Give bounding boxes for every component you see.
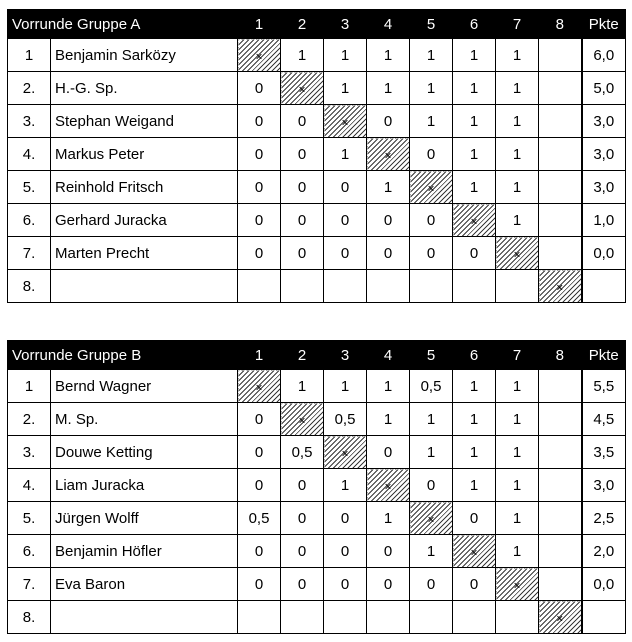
result-cell: 1 xyxy=(410,535,453,568)
table-row xyxy=(8,370,626,403)
cross-icon: × xyxy=(513,578,521,593)
rank-cell: 1 xyxy=(8,370,51,403)
group-a-table-container xyxy=(7,9,625,303)
player-name-cell: Benjamin Sarközy xyxy=(51,39,238,72)
result-cell: 0 xyxy=(281,138,324,171)
rank-cell: 4. xyxy=(8,469,51,502)
column-header: 4 xyxy=(367,341,410,370)
result-cell: 1 xyxy=(324,72,367,105)
table-row xyxy=(8,39,626,72)
header-row xyxy=(8,10,626,39)
result-cell: 1 xyxy=(324,138,367,171)
player-name-cell: Reinhold Fritsch xyxy=(51,171,238,204)
result-cell xyxy=(496,270,539,303)
cross-icon: × xyxy=(470,545,478,560)
result-cell: 1 xyxy=(496,72,539,105)
rank-cell: 2. xyxy=(8,403,51,436)
player-name-cell: Liam Juracka xyxy=(51,469,238,502)
result-cell: 1 xyxy=(324,469,367,502)
rank-cell: 5. xyxy=(8,502,51,535)
group-title: Vorrunde Gruppe B xyxy=(8,341,238,370)
points-cell: 1,0 xyxy=(582,204,626,237)
result-cell xyxy=(539,436,582,469)
column-header: 7 xyxy=(496,10,539,39)
points-cell: 3,5 xyxy=(582,436,626,469)
player-name-cell: Jürgen Wolff xyxy=(51,502,238,535)
column-header: 1 xyxy=(238,10,281,39)
result-cell: 0 xyxy=(453,237,496,270)
column-header: 3 xyxy=(324,10,367,39)
result-cell: 1 xyxy=(410,403,453,436)
result-cell xyxy=(539,502,582,535)
result-cell: 0 xyxy=(281,171,324,204)
table-row xyxy=(8,270,626,303)
group-table xyxy=(7,9,626,303)
result-cell: 1 xyxy=(453,469,496,502)
rank-cell: 3. xyxy=(8,105,51,138)
self-match-cell xyxy=(281,403,324,436)
result-cell: 0,5 xyxy=(410,370,453,403)
result-cell: 0 xyxy=(410,237,453,270)
table-row xyxy=(8,502,626,535)
result-cell xyxy=(281,601,324,634)
cross-icon: × xyxy=(384,148,392,163)
table-row xyxy=(8,138,626,171)
result-cell: 1 xyxy=(410,72,453,105)
result-cell: 1 xyxy=(496,370,539,403)
result-cell xyxy=(453,601,496,634)
column-header: 7 xyxy=(496,341,539,370)
result-cell: 0,5 xyxy=(324,403,367,436)
result-cell: 0 xyxy=(324,171,367,204)
result-cell xyxy=(238,601,281,634)
result-cell: 0 xyxy=(238,568,281,601)
result-cell: 0 xyxy=(324,502,367,535)
result-cell: 0 xyxy=(238,436,281,469)
column-header: 8 xyxy=(539,10,582,39)
result-cell xyxy=(324,601,367,634)
result-cell: 0 xyxy=(281,105,324,138)
result-cell: 1 xyxy=(453,403,496,436)
result-cell xyxy=(367,601,410,634)
result-cell xyxy=(539,237,582,270)
points-cell xyxy=(582,601,626,634)
result-cell: 0 xyxy=(281,237,324,270)
result-cell: 1 xyxy=(281,370,324,403)
column-header: 6 xyxy=(453,341,496,370)
points-cell: 2,0 xyxy=(582,535,626,568)
player-name-cell: Marten Precht xyxy=(51,237,238,270)
result-cell: 1 xyxy=(496,535,539,568)
points-cell xyxy=(582,270,626,303)
self-match-cell xyxy=(496,237,539,270)
result-cell: 0 xyxy=(238,535,281,568)
self-match-cell xyxy=(539,270,582,303)
result-cell: 1 xyxy=(496,138,539,171)
result-cell: 0 xyxy=(453,568,496,601)
points-cell: 0,0 xyxy=(582,568,626,601)
self-match-cell xyxy=(367,138,410,171)
self-match-cell xyxy=(453,535,496,568)
result-cell xyxy=(410,270,453,303)
rank-cell: 2. xyxy=(8,72,51,105)
result-cell: 0 xyxy=(367,105,410,138)
points-cell: 3,0 xyxy=(582,138,626,171)
result-cell: 0 xyxy=(367,568,410,601)
result-cell: 1 xyxy=(367,403,410,436)
result-cell: 0 xyxy=(238,469,281,502)
result-cell: 1 xyxy=(496,39,539,72)
rank-cell: 8. xyxy=(8,270,51,303)
player-name-cell: Stephan Weigand xyxy=(51,105,238,138)
result-cell: 1 xyxy=(324,370,367,403)
result-cell: 0 xyxy=(410,469,453,502)
cross-icon: × xyxy=(427,181,435,196)
result-cell: 1 xyxy=(410,436,453,469)
result-cell: 1 xyxy=(410,39,453,72)
column-header: 1 xyxy=(238,341,281,370)
result-cell xyxy=(539,105,582,138)
cross-icon: × xyxy=(255,380,263,395)
player-name-cell xyxy=(51,270,238,303)
result-cell: 0 xyxy=(410,204,453,237)
column-header: 5 xyxy=(410,10,453,39)
result-cell: 0 xyxy=(324,237,367,270)
player-name-cell: M. Sp. xyxy=(51,403,238,436)
player-name-cell: Douwe Ketting xyxy=(51,436,238,469)
result-cell: 0 xyxy=(367,237,410,270)
result-cell xyxy=(539,568,582,601)
result-cell: 0 xyxy=(281,204,324,237)
column-header: 4 xyxy=(367,10,410,39)
result-cell: 0 xyxy=(238,204,281,237)
cross-icon: × xyxy=(341,446,349,461)
result-cell: 1 xyxy=(496,171,539,204)
self-match-cell xyxy=(453,204,496,237)
column-header: 2 xyxy=(281,341,324,370)
result-cell xyxy=(453,270,496,303)
result-cell: 1 xyxy=(496,403,539,436)
rank-cell: 1 xyxy=(8,39,51,72)
result-cell: 1 xyxy=(367,370,410,403)
cross-icon: × xyxy=(255,49,263,64)
table-row xyxy=(8,568,626,601)
result-cell xyxy=(281,270,324,303)
result-cell xyxy=(539,370,582,403)
group-table xyxy=(7,340,626,634)
result-cell: 1 xyxy=(496,502,539,535)
self-match-cell xyxy=(281,72,324,105)
rank-cell: 5. xyxy=(8,171,51,204)
cross-icon: × xyxy=(513,247,521,262)
result-cell: 0 xyxy=(324,568,367,601)
result-cell: 0 xyxy=(367,436,410,469)
player-name-cell: Benjamin Höfler xyxy=(51,535,238,568)
result-cell: 1 xyxy=(453,72,496,105)
group-b-table-container xyxy=(7,340,625,634)
group-title: Vorrunde Gruppe A xyxy=(8,10,238,39)
player-name-cell: H.-G. Sp. xyxy=(51,72,238,105)
result-cell: 1 xyxy=(281,39,324,72)
cross-icon: × xyxy=(470,214,478,229)
result-cell: 0 xyxy=(324,204,367,237)
table-row xyxy=(8,237,626,270)
result-cell: 0,5 xyxy=(238,502,281,535)
result-cell xyxy=(238,270,281,303)
self-match-cell xyxy=(367,469,410,502)
header-row xyxy=(8,341,626,370)
cross-icon: × xyxy=(556,280,564,295)
column-header: 3 xyxy=(324,341,367,370)
points-cell: 6,0 xyxy=(582,39,626,72)
result-cell: 1 xyxy=(453,171,496,204)
result-cell xyxy=(324,270,367,303)
points-header: Pkte xyxy=(582,341,626,370)
cross-icon: × xyxy=(427,512,435,527)
rank-cell: 3. xyxy=(8,436,51,469)
column-header: 8 xyxy=(539,341,582,370)
self-match-cell xyxy=(496,568,539,601)
player-name-cell: Gerhard Juracka xyxy=(51,204,238,237)
points-cell: 3,0 xyxy=(582,171,626,204)
result-cell: 0 xyxy=(367,204,410,237)
result-cell xyxy=(539,204,582,237)
result-cell: 0 xyxy=(453,502,496,535)
result-cell xyxy=(539,171,582,204)
rank-cell: 7. xyxy=(8,568,51,601)
self-match-cell xyxy=(238,39,281,72)
points-cell: 0,0 xyxy=(582,237,626,270)
rank-cell: 7. xyxy=(8,237,51,270)
result-cell xyxy=(539,403,582,436)
result-cell: 0 xyxy=(367,535,410,568)
result-cell: 0 xyxy=(238,138,281,171)
player-name-cell xyxy=(51,601,238,634)
result-cell: 1 xyxy=(453,39,496,72)
result-cell: 0 xyxy=(410,568,453,601)
result-cell: 1 xyxy=(410,105,453,138)
result-cell: 1 xyxy=(367,39,410,72)
table-row xyxy=(8,535,626,568)
result-cell xyxy=(539,138,582,171)
result-cell: 1 xyxy=(496,436,539,469)
table-row xyxy=(8,72,626,105)
result-cell: 0 xyxy=(281,502,324,535)
cross-icon: × xyxy=(341,115,349,130)
cross-icon: × xyxy=(298,413,306,428)
result-cell xyxy=(539,39,582,72)
points-cell: 2,5 xyxy=(582,502,626,535)
result-cell xyxy=(539,469,582,502)
table-row xyxy=(8,204,626,237)
result-cell: 0 xyxy=(281,535,324,568)
result-cell xyxy=(496,601,539,634)
points-cell: 5,0 xyxy=(582,72,626,105)
self-match-cell xyxy=(410,502,453,535)
result-cell: 0,5 xyxy=(281,436,324,469)
rank-cell: 6. xyxy=(8,535,51,568)
rank-cell: 6. xyxy=(8,204,51,237)
result-cell: 0 xyxy=(238,105,281,138)
self-match-cell xyxy=(324,105,367,138)
result-cell: 0 xyxy=(238,72,281,105)
result-cell: 1 xyxy=(367,502,410,535)
table-row xyxy=(8,601,626,634)
result-cell: 1 xyxy=(496,105,539,138)
player-name-cell: Markus Peter xyxy=(51,138,238,171)
table-row xyxy=(8,171,626,204)
result-cell: 0 xyxy=(238,171,281,204)
result-cell: 0 xyxy=(410,138,453,171)
cross-icon: × xyxy=(556,611,564,626)
result-cell: 1 xyxy=(496,469,539,502)
self-match-cell xyxy=(410,171,453,204)
rank-cell: 4. xyxy=(8,138,51,171)
cross-icon: × xyxy=(298,82,306,97)
result-cell: 1 xyxy=(453,370,496,403)
points-cell: 3,0 xyxy=(582,105,626,138)
self-match-cell xyxy=(539,601,582,634)
result-cell xyxy=(539,535,582,568)
column-header: 5 xyxy=(410,341,453,370)
column-header: 6 xyxy=(453,10,496,39)
table-row xyxy=(8,469,626,502)
result-cell: 1 xyxy=(453,105,496,138)
result-cell: 1 xyxy=(324,39,367,72)
result-cell: 1 xyxy=(453,436,496,469)
player-name-cell: Bernd Wagner xyxy=(51,370,238,403)
result-cell: 1 xyxy=(367,171,410,204)
cross-icon: × xyxy=(384,479,392,494)
points-cell: 4,5 xyxy=(582,403,626,436)
result-cell xyxy=(410,601,453,634)
result-cell: 1 xyxy=(367,72,410,105)
result-cell: 0 xyxy=(238,237,281,270)
column-header: 2 xyxy=(281,10,324,39)
table-row xyxy=(8,436,626,469)
result-cell xyxy=(539,72,582,105)
table-row xyxy=(8,105,626,138)
result-cell: 0 xyxy=(324,535,367,568)
self-match-cell xyxy=(324,436,367,469)
points-cell: 3,0 xyxy=(582,469,626,502)
rank-cell: 8. xyxy=(8,601,51,634)
result-cell: 1 xyxy=(453,138,496,171)
points-cell: 5,5 xyxy=(582,370,626,403)
table-row xyxy=(8,403,626,436)
result-cell xyxy=(367,270,410,303)
result-cell: 0 xyxy=(238,403,281,436)
points-header: Pkte xyxy=(582,10,626,39)
player-name-cell: Eva Baron xyxy=(51,568,238,601)
self-match-cell xyxy=(238,370,281,403)
result-cell: 0 xyxy=(281,469,324,502)
result-cell: 0 xyxy=(281,568,324,601)
result-cell: 1 xyxy=(496,204,539,237)
